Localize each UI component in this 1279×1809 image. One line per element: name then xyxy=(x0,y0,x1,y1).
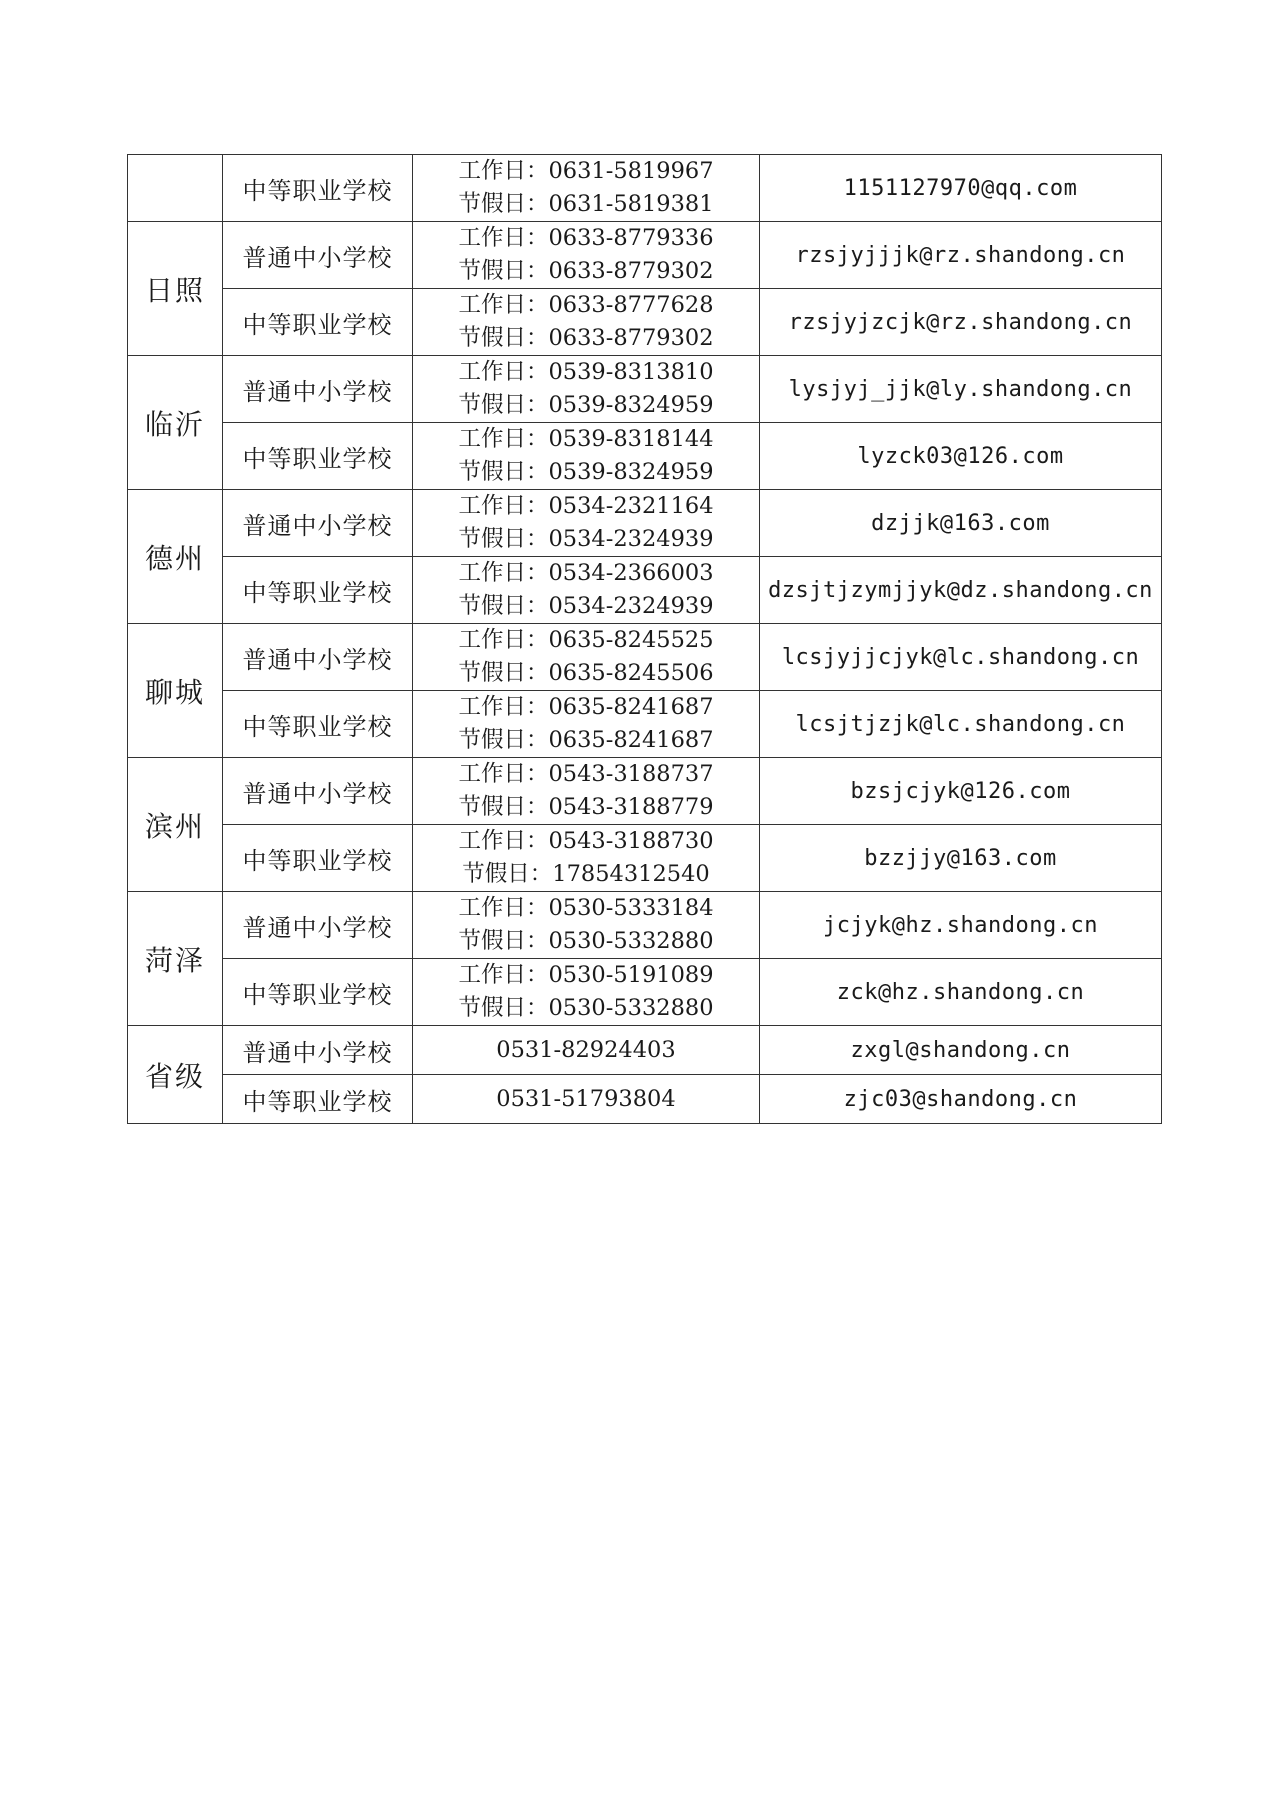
email-cell: 1151127970@qq.com xyxy=(760,155,1162,222)
holiday-phone: 节假日：0539-8324959 xyxy=(458,392,714,418)
school-type-cell: 中等职业学校 xyxy=(223,423,413,490)
region-cell: 省级 xyxy=(128,1026,223,1124)
table-row xyxy=(128,1026,1162,1075)
email-cell: lysjyj_jjk@ly.shandong.cn xyxy=(760,356,1162,423)
email-cell: lcsjtjzjk@lc.shandong.cn xyxy=(760,691,1162,758)
workday-phone: 工作日：0633-8779336 xyxy=(458,225,714,251)
school-type-cell: 普通中小学校 xyxy=(223,222,413,289)
office-phone: 0531-82924403 xyxy=(496,1036,676,1063)
email-cell: bzzjjy@163.com xyxy=(760,825,1162,892)
holiday-phone: 节假日：0534-2324939 xyxy=(458,593,714,619)
workday-phone: 工作日：0635-8241687 xyxy=(458,694,714,720)
table-row xyxy=(128,624,1162,691)
region-cell: 德州 xyxy=(128,490,223,624)
workday-phone: 工作日：0539-8313810 xyxy=(458,359,714,385)
school-type-cell: 中等职业学校 xyxy=(223,959,413,1026)
table-row xyxy=(128,691,1162,758)
phone-cell xyxy=(413,423,760,490)
holiday-phone: 节假日：0530-5332880 xyxy=(458,995,714,1021)
table-row xyxy=(128,356,1162,423)
phone-cell xyxy=(413,691,760,758)
workday-phone: 工作日：0530-5191089 xyxy=(458,962,714,988)
table-row xyxy=(128,892,1162,959)
office-phone: 0531-51793804 xyxy=(496,1085,676,1112)
school-type-cell: 中等职业学校 xyxy=(223,825,413,892)
holiday-phone: 节假日：0631-5819381 xyxy=(458,191,714,217)
table-row xyxy=(128,423,1162,490)
workday-phone: 工作日：0543-3188730 xyxy=(458,828,714,854)
table-row xyxy=(128,825,1162,892)
school-type-cell: 中等职业学校 xyxy=(223,691,413,758)
school-type-cell: 普通中小学校 xyxy=(223,892,413,959)
holiday-phone: 节假日：0530-5332880 xyxy=(458,928,714,954)
school-type-cell: 普通中小学校 xyxy=(223,356,413,423)
phone-cell xyxy=(413,758,760,825)
region-cell xyxy=(128,155,223,222)
email-cell: bzsjcjyk@126.com xyxy=(760,758,1162,825)
phone-cell xyxy=(413,222,760,289)
email-cell: dzsjtjzymjjyk@dz.shandong.cn xyxy=(760,557,1162,624)
contact-table xyxy=(127,154,1162,1124)
table-row xyxy=(128,289,1162,356)
table-row xyxy=(128,490,1162,557)
phone-cell xyxy=(413,1075,760,1124)
table-row xyxy=(128,557,1162,624)
school-type-cell: 普通中小学校 xyxy=(223,1026,413,1075)
table-row xyxy=(128,222,1162,289)
table-row xyxy=(128,959,1162,1026)
holiday-phone: 节假日：0633-8779302 xyxy=(458,258,714,284)
region-cell: 菏泽 xyxy=(128,892,223,1026)
email-cell: jcjyk@hz.shandong.cn xyxy=(760,892,1162,959)
region-cell: 日照 xyxy=(128,222,223,356)
phone-cell xyxy=(413,490,760,557)
workday-phone: 工作日：0534-2366003 xyxy=(458,560,714,586)
holiday-phone: 节假日：0543-3188779 xyxy=(458,794,714,820)
school-type-cell: 中等职业学校 xyxy=(223,155,413,222)
holiday-phone: 节假日：0633-8779302 xyxy=(458,325,714,351)
table-row xyxy=(128,758,1162,825)
holiday-phone: 节假日：0635-8241687 xyxy=(458,727,714,753)
phone-cell xyxy=(413,155,760,222)
workday-phone: 工作日：0635-8245525 xyxy=(458,627,714,653)
phone-cell xyxy=(413,825,760,892)
phone-cell xyxy=(413,356,760,423)
school-type-cell: 普通中小学校 xyxy=(223,758,413,825)
phone-cell xyxy=(413,557,760,624)
workday-phone: 工作日：0631-5819967 xyxy=(458,158,714,184)
workday-phone: 工作日：0633-8777628 xyxy=(458,292,714,318)
email-cell: zjc03@shandong.cn xyxy=(760,1075,1162,1124)
workday-phone: 工作日：0530-5333184 xyxy=(458,895,714,921)
phone-cell xyxy=(413,289,760,356)
email-cell: lcsjyjjcjyk@lc.shandong.cn xyxy=(760,624,1162,691)
school-type-cell: 普通中小学校 xyxy=(223,490,413,557)
school-type-cell: 中等职业学校 xyxy=(223,289,413,356)
school-type-cell: 中等职业学校 xyxy=(223,1075,413,1124)
holiday-phone: 节假日：17854312540 xyxy=(462,861,710,887)
workday-phone: 工作日：0539-8318144 xyxy=(458,426,714,452)
workday-phone: 工作日：0534-2321164 xyxy=(458,493,714,519)
phone-cell xyxy=(413,959,760,1026)
email-cell: dzjjk@163.com xyxy=(760,490,1162,557)
workday-phone: 工作日：0543-3188737 xyxy=(458,761,714,787)
table-row xyxy=(128,1075,1162,1124)
email-cell: rzsjyjzcjk@rz.shandong.cn xyxy=(760,289,1162,356)
email-cell: rzsjyjjjk@rz.shandong.cn xyxy=(760,222,1162,289)
email-cell: zck@hz.shandong.cn xyxy=(760,959,1162,1026)
region-cell: 滨州 xyxy=(128,758,223,892)
school-type-cell: 普通中小学校 xyxy=(223,624,413,691)
holiday-phone: 节假日：0534-2324939 xyxy=(458,526,714,552)
table-row xyxy=(128,155,1162,222)
school-type-cell: 中等职业学校 xyxy=(223,557,413,624)
region-cell: 临沂 xyxy=(128,356,223,490)
email-cell: zxgl@shandong.cn xyxy=(760,1026,1162,1075)
phone-cell xyxy=(413,624,760,691)
holiday-phone: 节假日：0539-8324959 xyxy=(458,459,714,485)
region-cell: 聊城 xyxy=(128,624,223,758)
phone-cell xyxy=(413,1026,760,1075)
holiday-phone: 节假日：0635-8245506 xyxy=(458,660,714,686)
email-cell: lyzck03@126.com xyxy=(760,423,1162,490)
phone-cell xyxy=(413,892,760,959)
